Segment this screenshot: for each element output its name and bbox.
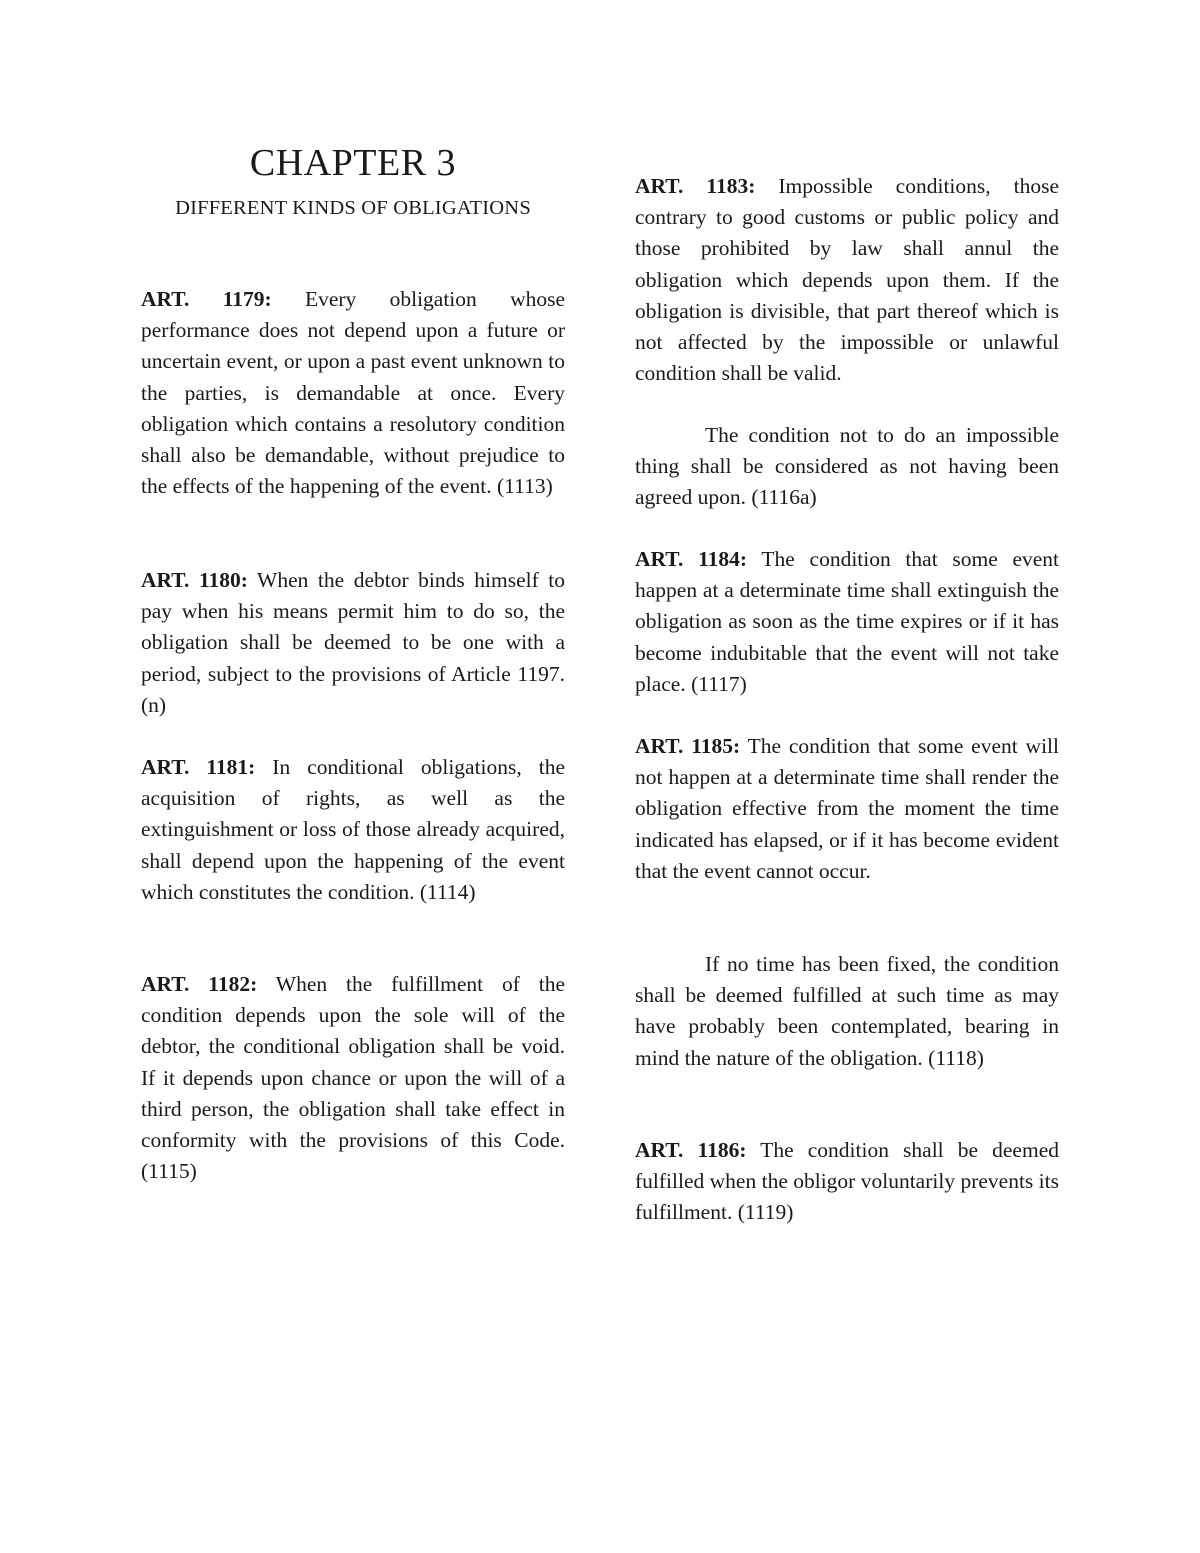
article-1180-text: When the debtor binds himself to pay when his means permit him to do so, the obligation shall be deemed to be one with a period, subject to the provisions of Article 1197. (n) <box>141 568 565 717</box>
article-1180-label: ART. 1180: <box>141 568 248 592</box>
article-1185-text: The condition that some event will not happen at a determinate time shall render the obligation effective from the moment the time indicated has elapsed, or if it has become evident that the event cannot occur. <box>635 734 1059 883</box>
article-1182-text: When the fulfillment of the condition depends upon the sole will of the debtor, the conditional obligation shall be void. If it depends upon chance or upon the will of a third person, the obligation shall take effect in conformity with the provisions of this Code. (1115) <box>141 972 566 1184</box>
article-1179-label: ART. 1179: <box>141 287 272 311</box>
article-1183 <box>635 171 1059 389</box>
article-1179 <box>141 284 565 502</box>
article-1182-label: ART. 1182: <box>141 972 258 996</box>
article-1180 <box>141 565 565 721</box>
article-1186-label: ART. 1186: <box>635 1138 747 1162</box>
article-1181-label: ART. 1181: <box>141 755 256 779</box>
article-1183-text: Impossible conditions, those contrary to good customs or public policy and those prohibited by law shall annul the obligation which depends upon them. If the obligation is divisible, that part thereof which is not affected by the impossible or unlawful condition shall be valid. <box>635 174 1059 386</box>
article-1184-text: The condition that some event happen at a determinate time shall extinguish the obligation as soon as the time expires or if it has become indubitable that the event will not take place. (1117) <box>635 547 1060 696</box>
chapter-subtitle: DIFFERENT KINDS OF OBLIGATIONS <box>175 197 531 219</box>
article-1181 <box>141 752 565 908</box>
article-1185 <box>635 731 1059 887</box>
article-1183-label: ART. 1183: <box>635 174 756 198</box>
article-1179-text: Every obligation whose performance does not depend upon a future or uncertain event, or upon a past event unknown to the parties, is demandable at once. Every obligation which contains a resolutory condition shall also be demandable, without prejudice to the effects of the happening of the event. (1113) <box>141 287 566 499</box>
article-1184-label: ART. 1184: <box>635 547 748 571</box>
article-1185-label: ART. 1185: <box>635 734 741 758</box>
article-1183-paragraph-2: The condition not to do an impossible thing shall be considered as not having been agreed upon. (1116a) <box>635 423 1059 510</box>
article-1182 <box>141 969 565 1187</box>
chapter-title: CHAPTER 3 <box>249 142 457 184</box>
article-1181-text: In conditional obligations, the acquisition of rights, as well as the extinguishment or loss of those already acquired, shall depend upon the happening of the event which constitutes the condition. (1114) <box>141 755 565 904</box>
article-1186-text: The condition shall be deemed fulfilled when the obligor voluntarily prevents its fulfillment. (1119) <box>635 1138 1059 1225</box>
article-1184 <box>635 544 1059 700</box>
article-1186 <box>635 1135 1059 1229</box>
article-1185-paragraph-2: If no time has been fixed, the condition shall be deemed fulfilled at such time as may have probably been contemplated, bearing in mind the nature of the obligation. (1118) <box>635 952 1059 1070</box>
